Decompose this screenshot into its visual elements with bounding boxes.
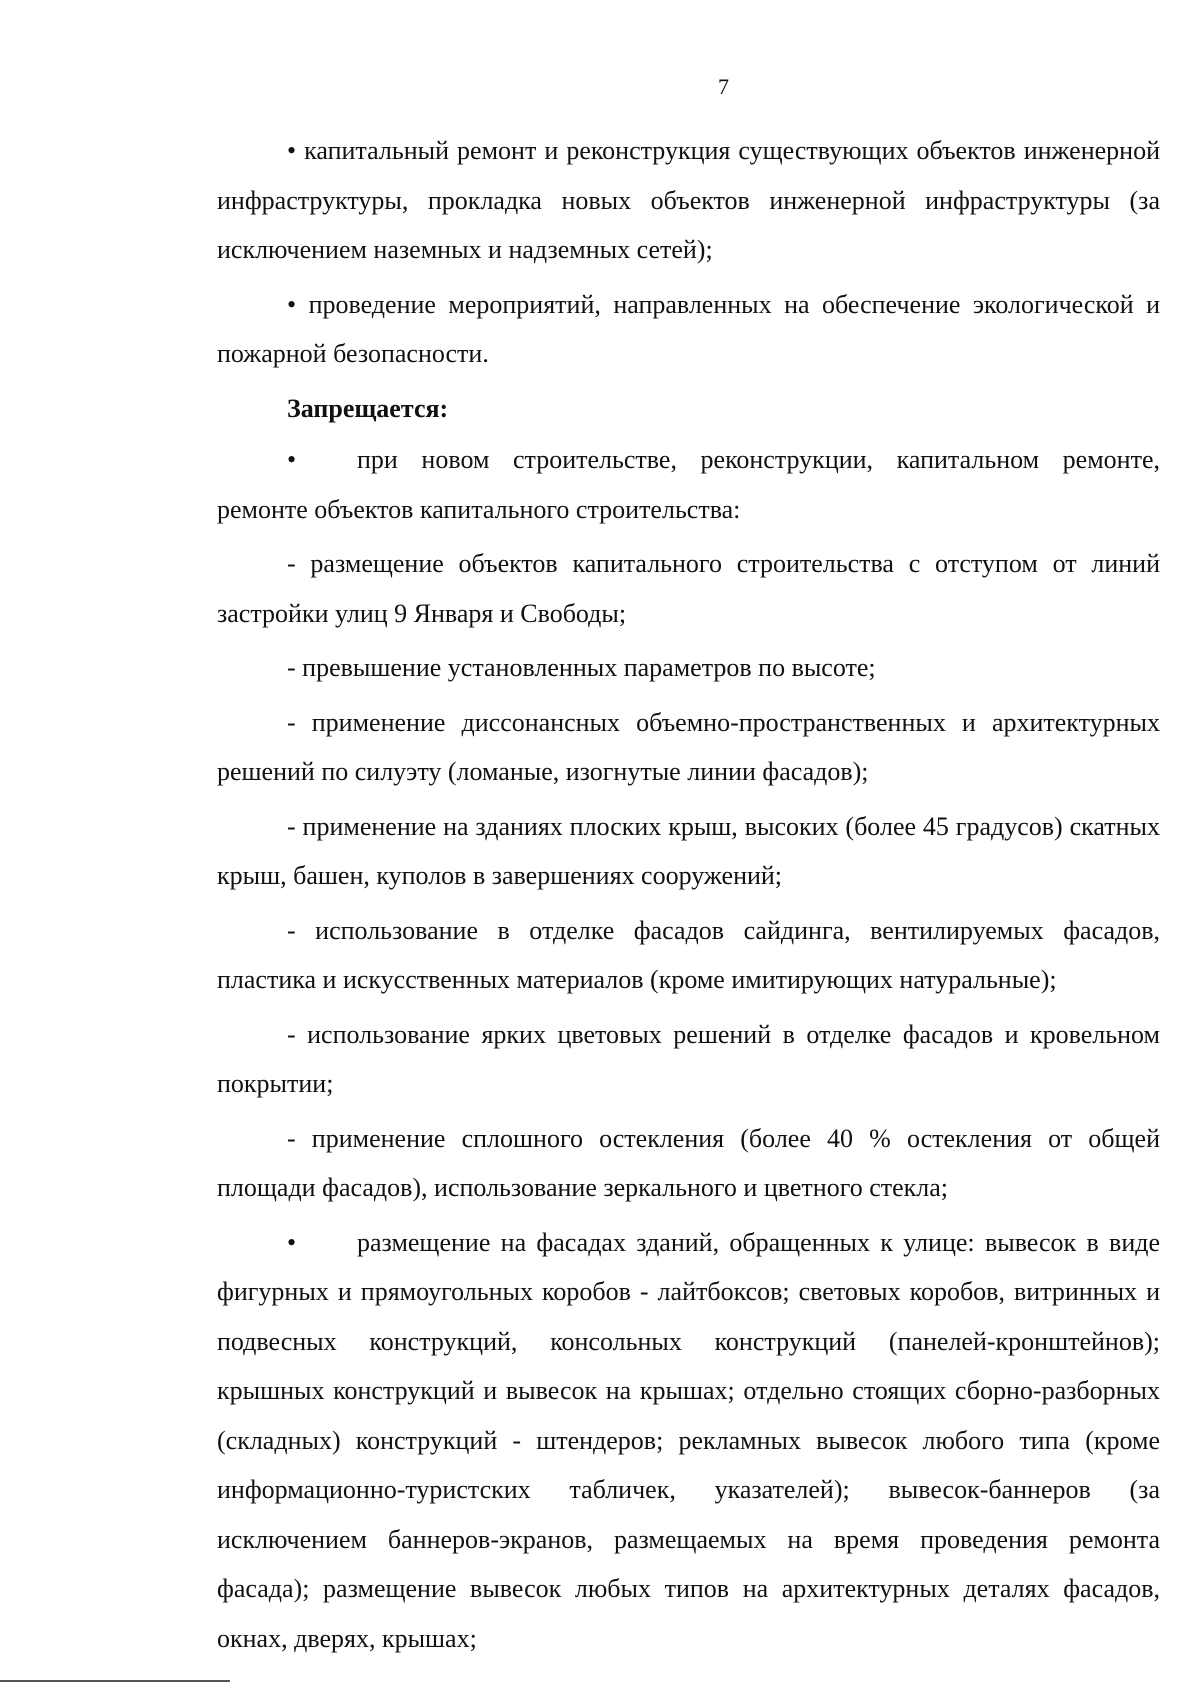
paragraph-facade-materials: - использование в отделке фасадов сайдинга, вентилируемых фасадов, пластика и искусственных материалов (кроме имитирующих натуральные); — [217, 915, 1160, 994]
paragraph-construction-scope — [217, 435, 1160, 534]
paragraph-capital-repair: • капитальный ремонт и реконструкция существующих объектов инженерной инфраструктуры, прокладка новых объектов инженерной инфраструктуры (за исключением наземных и надземных сетей); — [217, 136, 1160, 264]
paragraph-signage-text: размещение на фасадах зданий, обращенных к улице: вывесок в виде фигурных и прямоугольных коробов - лайтбоксов; световых коробов, витринных и подвесных конструкций, консольных конструкций (панелей-кронштейнов); крышных конструкций и вывесок на крышах; отдельно стоящих сборно-разборных (складных) конструкций - штендеров; рекламных вывесок любого типа (кроме информационно-туристских табличек, указателей); вывесок-баннеров (за исключением баннеров-экранов, размещаемых на время проведения ремонта фасада); размещение вывесок любых типов на архитектурных деталях фасадов, окнах, дверях, крышах; — [217, 1227, 1160, 1653]
paragraph-glazing: - применение сплошного остекления (более 40 % остекления от общей площади фасадов), использование зеркального и цветного стекла; — [217, 1123, 1160, 1202]
paragraph-safety-measures: • проведение мероприятий, направленных на обеспечение экологической и пожарной безопасности. — [217, 289, 1160, 368]
prohibited-heading: Запрещается: — [287, 393, 449, 423]
paragraph-bright-colors: - использование ярких цветовых решений в отделке фасадов и кровельном покрытии; — [217, 1019, 1160, 1098]
paragraph-dissonant-solutions: - применение диссонансных объемно-пространственных и архитектурных решений по силуэту (ломаные, изогнутые линии фасадов); — [217, 707, 1160, 786]
paragraph-signage — [217, 1218, 1160, 1664]
paragraph-construction-scope-text: при новом строительстве, реконструкции, капитальном ремонте, ремонте объектов капитального строительства: — [217, 445, 1160, 524]
bullet-marker: • — [287, 1227, 297, 1257]
paragraph-setback: - размещение объектов капитального строительства с отступом от линий застройки улиц 9 Января и Свободы; — [217, 549, 1160, 628]
bullet-marker: • — [287, 445, 297, 474]
paragraph-roofs: - применение на зданиях плоских крыш, высоких (более 45 градусов) скатных крыш, башен, куполов в завершениях сооружений; — [217, 811, 1160, 890]
page-number: 7 — [718, 74, 729, 99]
document-body — [217, 126, 1160, 1668]
paragraph-height-limit: - превышение установленных параметров по высоте; — [287, 653, 876, 682]
footnote-divider — [0, 1680, 230, 1682]
